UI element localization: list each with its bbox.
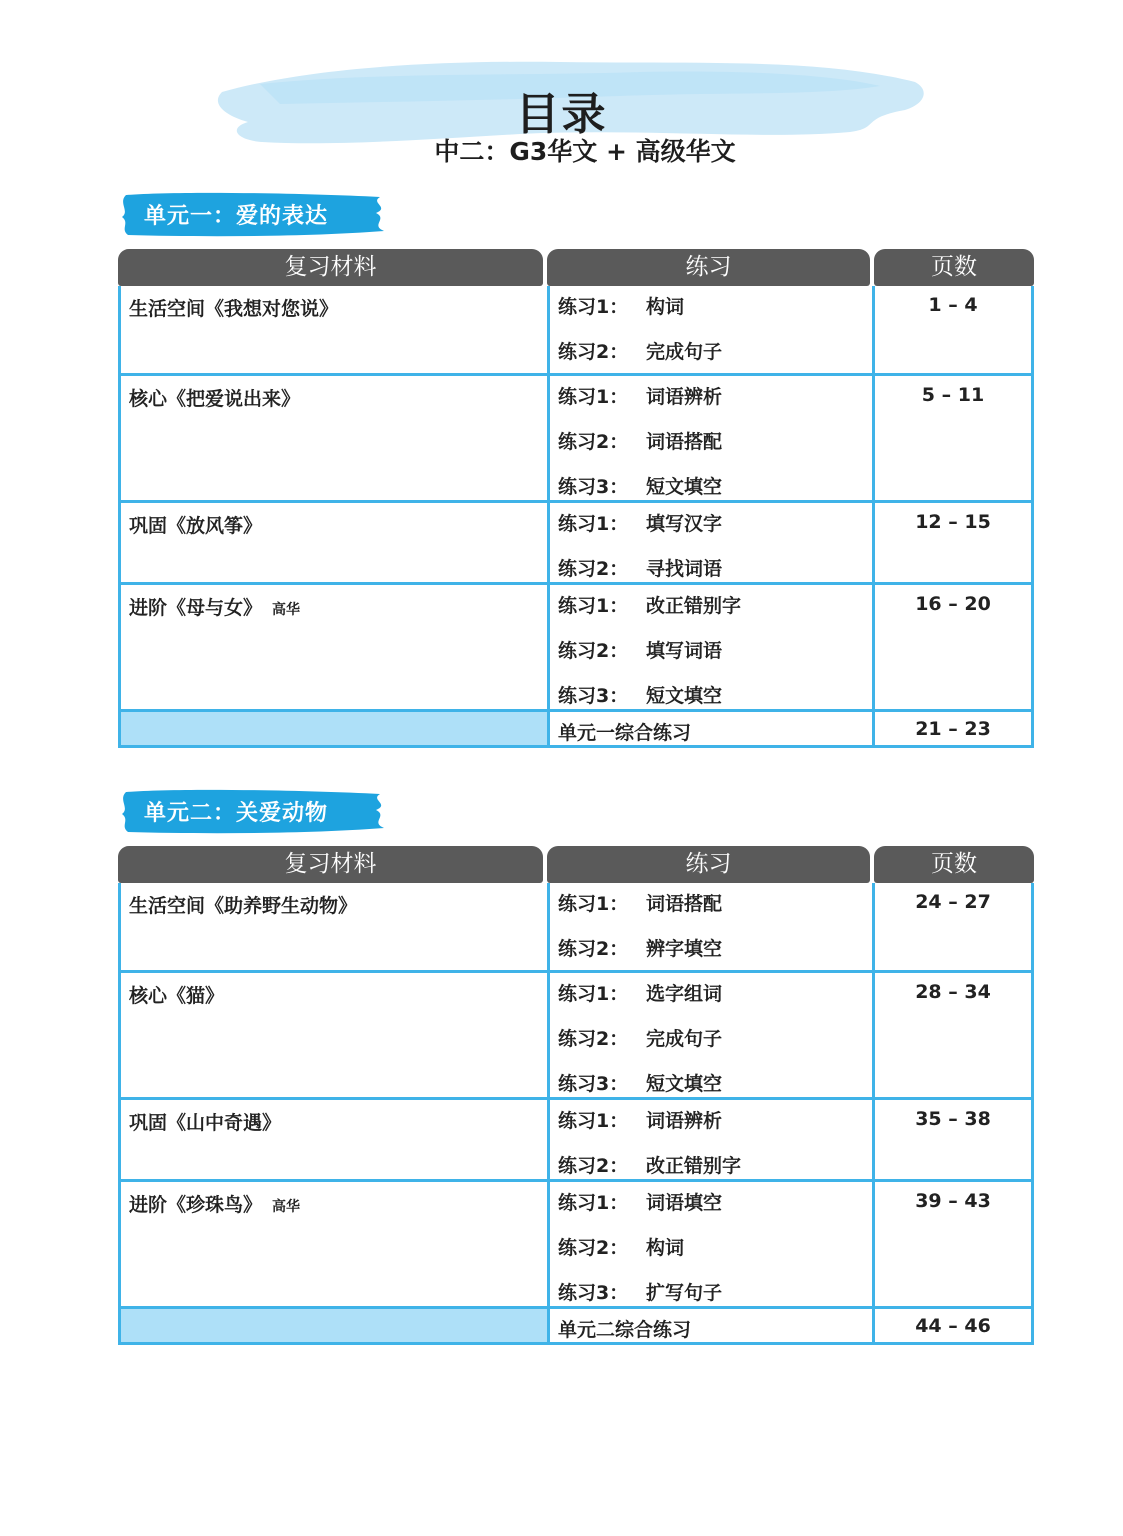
material-title: 巩固《放风筝》: [129, 515, 263, 537]
material-cell: [121, 973, 547, 1097]
exercise-item: [558, 1069, 722, 1096]
material-title: 进阶《母与女》: [129, 597, 263, 619]
table-row: [121, 582, 1031, 709]
material-title: 核心《猫》: [129, 985, 225, 1007]
exercise-number: 练习1：: [558, 513, 629, 535]
exercise-cell: [547, 1182, 875, 1306]
exercise-name: 构词: [646, 1237, 685, 1259]
exercise-item: [558, 427, 722, 454]
exercise-cell: [547, 973, 875, 1097]
pages-cell: 24 – 27: [915, 891, 991, 913]
table-body: [118, 883, 1034, 1345]
table-row: [121, 500, 1031, 582]
exercise-number: 练习2：: [558, 1028, 629, 1050]
material-cell: [121, 286, 547, 373]
table-row: [121, 1097, 1031, 1179]
exercise-item: [558, 472, 722, 499]
exercise-name: 词语辨析: [646, 386, 723, 408]
exercise-name: 填写词语: [646, 640, 723, 662]
pages-cell: 12 – 15: [915, 511, 991, 533]
material-cell: [121, 1100, 547, 1179]
exercise-number: 练习3：: [558, 1282, 629, 1304]
pages-cell: 44 – 46: [915, 1315, 991, 1337]
exercise-cell: [547, 883, 875, 970]
pages-cell: 1 – 4: [928, 294, 978, 316]
exercise-item: [558, 292, 684, 319]
exercise-item: [558, 1106, 722, 1133]
exercise-name: 短文填空: [646, 476, 723, 498]
exercise-number: 练习1：: [558, 1110, 629, 1132]
exercise-item: [558, 681, 722, 708]
exercise-cell: [547, 712, 875, 745]
pages-cell: 5 – 11: [921, 384, 985, 406]
exercise-number: 练习1：: [558, 595, 629, 617]
exercise-item: [558, 509, 722, 536]
exercise-number: 练习2：: [558, 1155, 629, 1177]
material-cell: [121, 1182, 547, 1306]
exercise-item: [558, 934, 722, 961]
exercise-name: 词语搭配: [646, 893, 723, 915]
pages-cell: 16 – 20: [915, 593, 991, 615]
summary-fill: [121, 712, 547, 745]
material-cell: [121, 585, 547, 709]
pages-cell: 35 – 38: [915, 1108, 991, 1130]
pages-cell: 21 – 23: [915, 718, 991, 740]
exercise-cell: [547, 585, 875, 709]
material-cell: [121, 883, 547, 970]
header-material: 复习材料: [118, 249, 543, 286]
exercise-number: 练习3：: [558, 685, 629, 707]
exercise-number: 练习2：: [558, 431, 629, 453]
exercise-name: 构词: [646, 296, 685, 318]
exercise-item: [558, 979, 722, 1006]
exercise-cell: [547, 1100, 875, 1179]
exercise-cell: [547, 376, 875, 500]
exercise-name: 完成句子: [646, 341, 723, 363]
table-header: [118, 846, 1034, 883]
exercise-name: 完成句子: [646, 1028, 723, 1050]
pages-cell: 28 – 34: [915, 981, 991, 1003]
exercise-number: 练习2：: [558, 341, 629, 363]
unit-banner: [118, 189, 393, 239]
table-row: [121, 883, 1031, 970]
exercise-item: [558, 337, 722, 364]
pages-cell: 39 – 43: [915, 1190, 991, 1212]
exercise-number: 练习1：: [558, 296, 629, 318]
exercise-number: 练习1：: [558, 1192, 629, 1214]
material-cell: [121, 503, 547, 582]
exercise-item: [558, 889, 722, 916]
exercise-number: 练习3：: [558, 1073, 629, 1095]
exercise-number: 练习2：: [558, 558, 629, 580]
exercise-name: 改正错别字: [646, 595, 742, 617]
advanced-tag: 高华: [272, 1199, 301, 1215]
exercise-name: 填写汉字: [646, 513, 723, 535]
header-pages: 页数: [874, 249, 1034, 286]
exercise-name: 短文填空: [646, 1073, 723, 1095]
page-subtitle: 中二：G3华文 + 高级华文: [434, 137, 736, 166]
header-pages: 页数: [874, 846, 1034, 883]
summary-label: 单元一综合练习: [558, 722, 692, 744]
exercise-number: 练习1：: [558, 893, 629, 915]
unit-title: 单元一：爱的表达: [144, 204, 329, 229]
table-row: [121, 373, 1031, 500]
exercise-item: [558, 382, 722, 409]
toc-table: [118, 846, 1034, 1345]
exercise-number: 练习1：: [558, 983, 629, 1005]
exercise-number: 练习1：: [558, 386, 629, 408]
exercise-name: 词语填空: [646, 1192, 723, 1214]
material-title: 生活空间《我想对您说》: [129, 298, 339, 320]
summary-label: 单元二综合练习: [558, 1319, 692, 1341]
exercise-item: [558, 1233, 684, 1260]
exercise-name: 短文填空: [646, 685, 723, 707]
header-exercise: 练习: [547, 249, 870, 286]
unit-title: 单元二：关爱动物: [144, 801, 329, 826]
exercise-number: 练习2：: [558, 938, 629, 960]
exercise-cell: [547, 503, 875, 582]
material-title: 巩固《山中奇遇》: [129, 1112, 282, 1134]
exercise-cell: [547, 1309, 875, 1342]
exercise-name: 改正错别字: [646, 1155, 742, 1177]
material-title: 生活空间《助养野生动物》: [129, 895, 358, 917]
exercise-number: 练习3：: [558, 476, 629, 498]
unit-banner: [118, 786, 393, 836]
page-title: 目录: [515, 89, 608, 140]
exercise-name: 词语搭配: [646, 431, 723, 453]
material-title: 进阶《珍珠鸟》: [129, 1194, 263, 1216]
exercise-item: [558, 1278, 722, 1305]
exercise-number: 练习2：: [558, 1237, 629, 1259]
table-row: [121, 970, 1031, 1097]
header-material: 复习材料: [118, 846, 543, 883]
table-body: [118, 286, 1034, 748]
exercise-item: [558, 1151, 741, 1178]
exercise-name: 辨字填空: [646, 938, 723, 960]
material-title: 核心《把爱说出来》: [129, 388, 301, 410]
summary-row: [121, 1306, 1031, 1342]
header-exercise: 练习: [547, 846, 870, 883]
advanced-tag: 高华: [272, 602, 301, 618]
material-cell: [121, 376, 547, 500]
exercise-number: 练习2：: [558, 640, 629, 662]
table-row: [121, 286, 1031, 373]
exercise-name: 选字组词: [646, 983, 723, 1005]
exercise-name: 词语辨析: [646, 1110, 723, 1132]
exercise-item: [558, 1024, 722, 1051]
exercise-cell: [547, 286, 875, 373]
summary-row: [121, 709, 1031, 745]
exercise-item: [558, 554, 722, 581]
exercise-name: 寻找词语: [646, 558, 723, 580]
exercise-item: [558, 591, 741, 618]
table-row: [121, 1179, 1031, 1306]
exercise-name: 扩写句子: [646, 1282, 723, 1304]
exercise-item: [558, 1188, 722, 1215]
table-header: [118, 249, 1034, 286]
exercise-item: [558, 636, 722, 663]
summary-fill: [121, 1309, 547, 1342]
toc-table: [118, 249, 1034, 748]
